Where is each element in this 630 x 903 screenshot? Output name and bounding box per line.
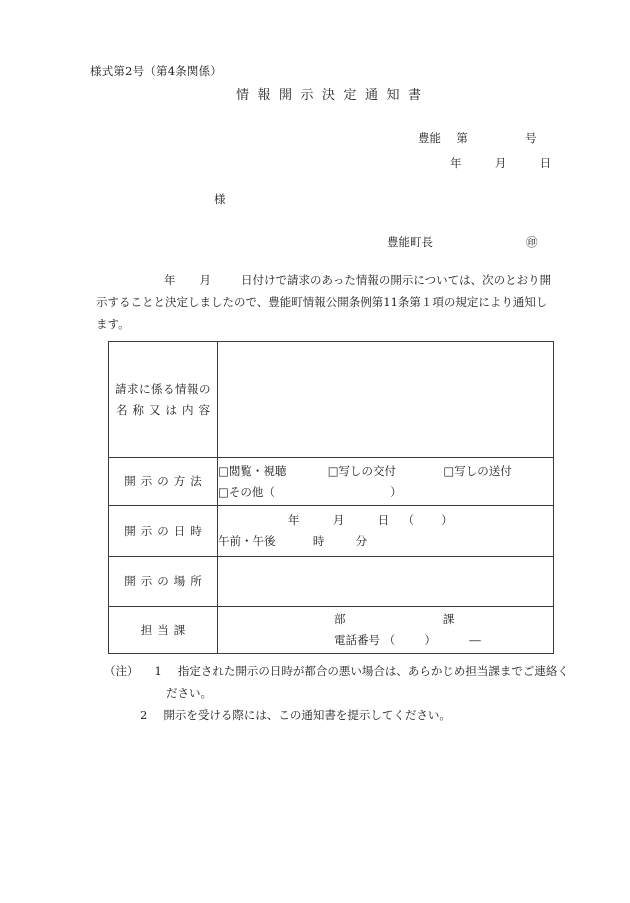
note-1-number: 1 xyxy=(154,664,162,678)
table-row-method xyxy=(109,458,554,506)
body-paragraph xyxy=(96,269,556,335)
document-date-line xyxy=(450,155,551,171)
note-item-1 xyxy=(104,660,574,704)
department-bu: 部 xyxy=(334,612,346,626)
row-value-location[interactable] xyxy=(218,557,554,607)
document-number-prefix: 豊能 xyxy=(418,131,441,145)
datetime-line-1[interactable] xyxy=(218,510,553,531)
phone-paren-open: （ xyxy=(383,633,396,647)
notes-marker: （注） xyxy=(104,664,139,678)
phone-label: 電話番号 xyxy=(334,633,380,647)
document-date-day: 日 xyxy=(539,156,552,170)
department-line-1[interactable] xyxy=(218,609,553,630)
form-number: 様式第2号（第4条関係） xyxy=(90,64,223,78)
document-date-year: 年 xyxy=(450,156,462,170)
row-label-information-line1: 請求に係る情報の xyxy=(115,381,211,396)
row-value-datetime xyxy=(218,506,554,557)
datetime-month: 月 xyxy=(332,513,345,527)
row-label-datetime: 開示の日時 xyxy=(109,506,218,557)
datetime-year: 年 xyxy=(288,513,300,527)
notes-section xyxy=(104,660,574,726)
checkbox-other-close: ） xyxy=(390,484,402,499)
disclosure-form-table xyxy=(108,341,554,654)
checkbox-copy-mail[interactable]: □写しの送付 xyxy=(443,463,512,478)
datetime-ampm: 午前・午後 xyxy=(218,534,276,548)
document-number-dai: 第 xyxy=(456,131,468,145)
datetime-day: 日 xyxy=(377,513,390,527)
department-ka: 課 xyxy=(442,612,455,626)
row-value-method xyxy=(218,458,554,506)
method-checkbox-line-2 xyxy=(218,482,553,503)
checkbox-copy-delivery[interactable]: □写しの交付 xyxy=(327,463,397,478)
checkbox-other[interactable]: □その他（ xyxy=(218,484,275,499)
body-date-year: 年 xyxy=(164,273,176,287)
page-title: 情報開示決定通知書 xyxy=(236,88,430,103)
note-item-2 xyxy=(104,704,574,726)
datetime-weekday-close: ） xyxy=(441,513,453,527)
body-text: 日付けで請求のあった情報の開示については、次のとおり開示することと決定しましたので、豊能町情報公開条例第11条第１項の規定により通知します。 xyxy=(96,273,552,331)
note-2-text: 開示を受ける際には、この通知書を提示してください。 xyxy=(163,708,451,722)
table-row-information xyxy=(109,342,554,458)
addressee-honorific: 様 xyxy=(214,192,226,206)
document-date-month: 月 xyxy=(494,156,507,170)
row-label-information xyxy=(109,342,218,458)
department-line-2[interactable] xyxy=(218,630,553,651)
row-value-department xyxy=(218,607,554,654)
note-1-text: 指定された開示の日時が都合の悪い場合は、あらかじめ担当課までご連絡く xyxy=(177,664,569,678)
note-2-number: 2 xyxy=(140,708,148,722)
table-row-department xyxy=(109,607,554,654)
row-label-department: 担当課 xyxy=(109,607,218,654)
datetime-minute: 分 xyxy=(355,534,368,548)
row-label-information-line2: 名称又は内容 xyxy=(116,402,215,417)
row-label-method: 開示の方法 xyxy=(109,458,218,506)
table-row-location xyxy=(109,557,554,607)
datetime-line-2[interactable] xyxy=(218,531,553,552)
row-value-information[interactable] xyxy=(218,342,554,458)
table-row-datetime xyxy=(109,506,554,557)
note-1-continuation: ださい。 xyxy=(166,686,212,700)
document-number-suffix: 号 xyxy=(525,131,537,145)
datetime-hour: 時 xyxy=(312,534,325,548)
phone-paren-close: ） xyxy=(424,633,436,647)
method-checkbox-line-1 xyxy=(218,461,553,482)
datetime-weekday-open: （ xyxy=(402,513,414,527)
seal-icon: ㊞ xyxy=(526,235,538,249)
body-date-month: 月 xyxy=(199,273,211,287)
checkbox-viewing[interactable]: □閲覧・視聴 xyxy=(218,463,287,478)
document-number-line xyxy=(418,130,537,146)
row-label-location: 開示の場所 xyxy=(109,557,218,607)
phone-dash: ― xyxy=(469,633,481,647)
issuer-name: 豊能町長 xyxy=(387,235,433,249)
